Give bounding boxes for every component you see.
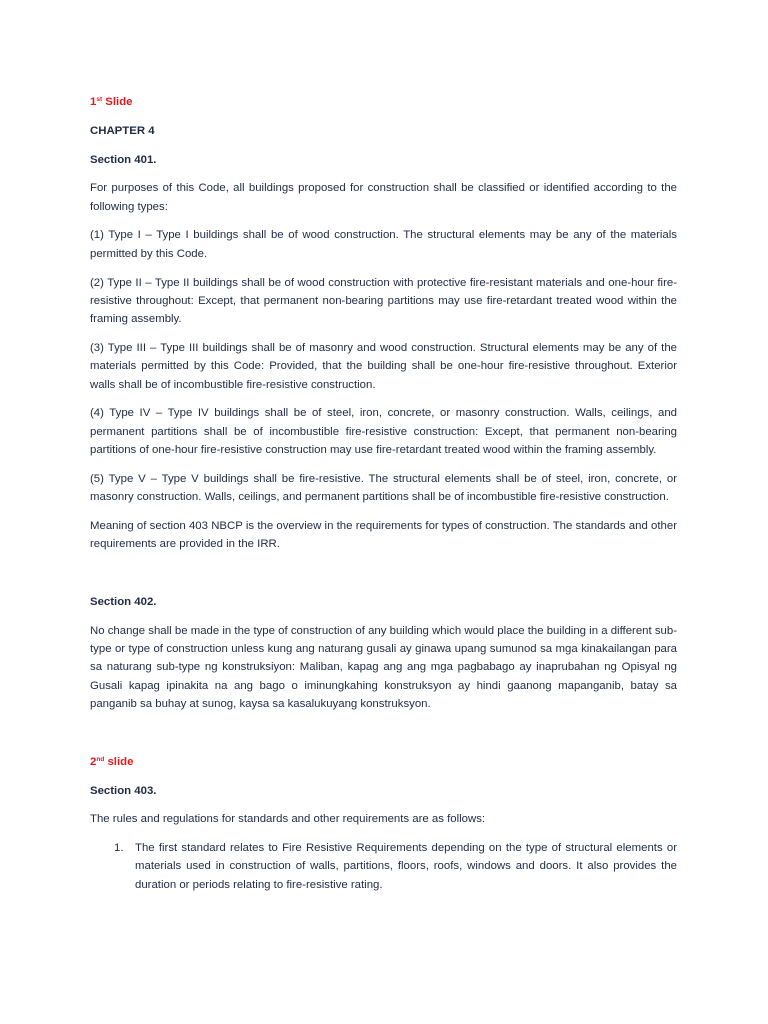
type-1-paragraph: (1) Type I – Type I buildings shall be of wood construction. The structural elements may be any of the materials permitted by this Code. (90, 229, 677, 260)
section-402-heading: Section 402. (90, 595, 157, 608)
type-3-paragraph: (3) Type III – Type III buildings shall be of masonry and wood construction. Structural elements may be any of the materials permitted by this Code: Provided, that the building shall be one-hour fire-resistive throughout. Exterior walls shall be of incombustible fire-resistive construction. (90, 341, 677, 391)
section-403-heading: Section 403. (90, 784, 157, 797)
type-2-paragraph: (2) Type II – Type II buildings shall be of wood construction with protective fire-resistant materials and one-hour fire-resistive throughout: Except, that permanent non-bearing partitions may use fire-retardant treated wood within the framing assembly. (90, 276, 677, 326)
list-item (90, 839, 677, 894)
section-401-intro: For purposes of this Code, all buildings proposed for construction shall be classified or identified according to the following types: (90, 182, 677, 213)
slide-1-suffix: st (96, 96, 103, 103)
slide-1-label (90, 93, 677, 111)
type-5-paragraph: (5) Type V – Type V buildings shall be fire-resistive. The structural elements shall be of steel, iron, concrete, or masonry construction. Walls, ceilings, and permanent partitions shall be of incombustible fire-resistive construction. (90, 472, 677, 504)
slide-1-number: 1 (90, 96, 97, 108)
slide-1-word: Slide (102, 96, 133, 108)
section-402-body: No change shall be made in the type of construction of any building which would place the building in a different sub-type or type of construction unless kung ang naturang gusali ay ginawa upang sumunod sa mga kinakailangan para sa naturang sub-type ng konstruksiyon: Maliban, kapag ang ang mga pagbabago ay inaprubahan ng Opisyal ng Gusali kapag ipinakita na ang bago o iminungkahing konstruksyon ay hindi gaanong mapanganib, batay sa panganib sa buhay at sunog, kaysa sa kasalukuyang konstruksyon. (90, 624, 677, 710)
slide-2-word: slide (104, 755, 134, 768)
slide-2-label (90, 753, 677, 771)
type-4-paragraph: (4) Type IV – Type IV buildings shall be of steel, iron, concrete, or masonry construction. Walls, ceilings, and permanent partitions shall be of incombustible fire-resistive construction: Except, that permanent non-bearing partitions of one-hour fire-resistive construction may use fire-retardant treated wood within the framing assembly. (90, 407, 677, 456)
section-401-heading: Section 401. (90, 153, 157, 166)
slide-2-suffix: nd (96, 755, 105, 763)
section-403-meaning: Meaning of section 403 NBCP is the overview in the requirements for types of construction. The standards and other requirements are provided in the IRR. (90, 519, 677, 551)
slide-2-number: 2 (90, 755, 97, 768)
chapter-heading: CHAPTER 4 (90, 124, 155, 137)
list-item-number: 1. (114, 842, 124, 855)
list-item-text: The first standard relates to Fire Resistive Requirements depending on the type of structural elements or materials used in construction of walls, partitions, floors, roofs, windows and doors. It also provides the duration or periods relating to fire-resistive rating. (135, 842, 677, 891)
section-403-intro: The rules and regulations for standards and other requirements are as follows: (90, 813, 486, 826)
document-body (90, 93, 677, 894)
